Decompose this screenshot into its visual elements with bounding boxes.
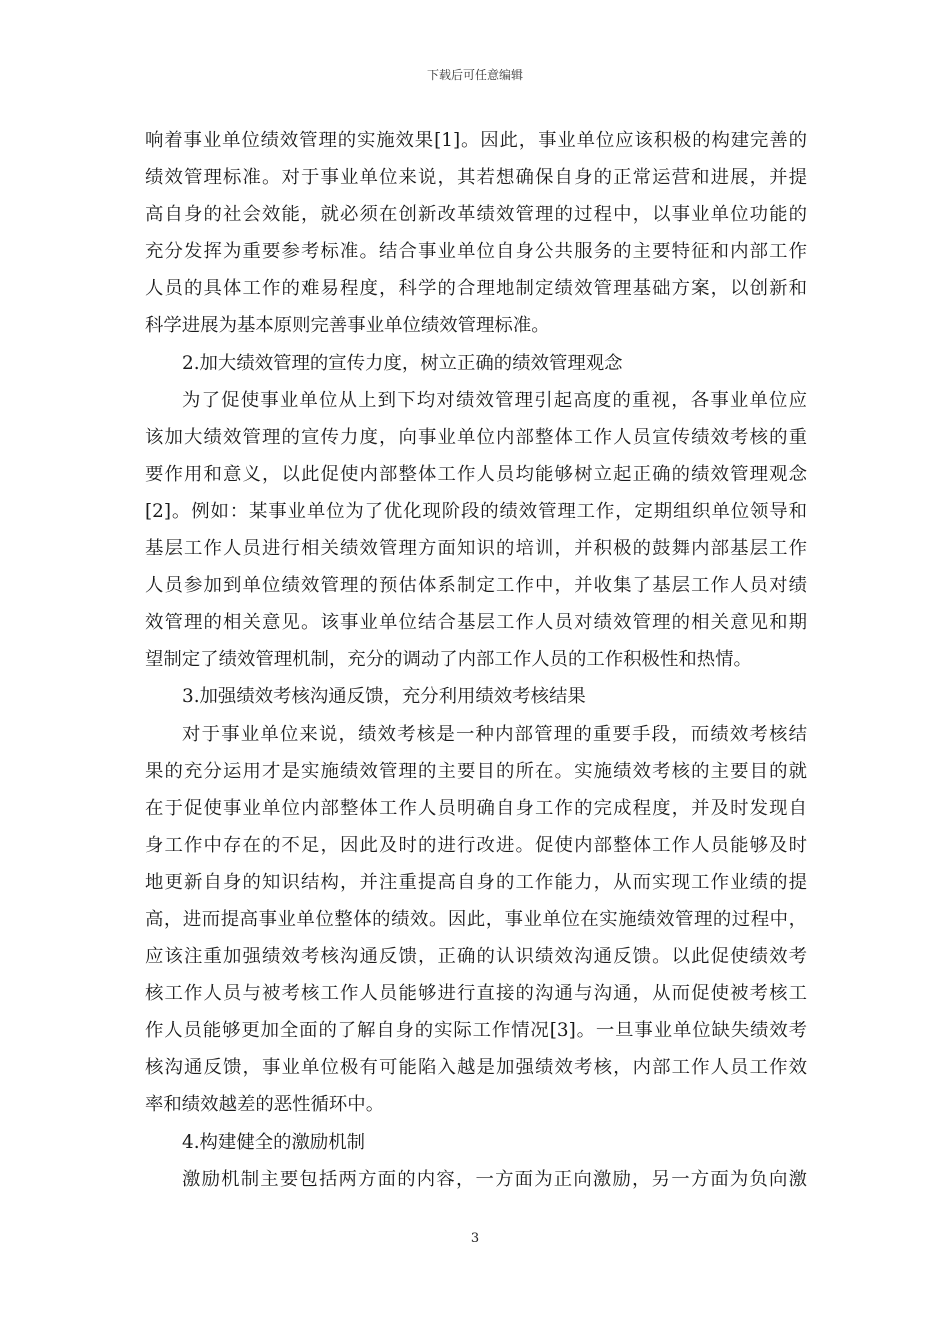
paragraph-line: 核沟通反馈，事业单位极有可能陷入越是加强绩效考核，内部工作人员工作效 bbox=[145, 1057, 807, 1079]
paragraph-line: 激励机制主要包括两方面的内容，一方面为正向激励，另一方面为负向激 bbox=[182, 1168, 807, 1190]
paragraph-line: 身工作中存在的不足，因此及时的进行改进。促使内部整体工作人员能够及时 bbox=[145, 834, 807, 856]
section-heading: 3.加强绩效考核沟通反馈，充分利用绩效考核结果 bbox=[182, 686, 586, 708]
paragraph-line: 基层工作人员进行相关绩效管理方面知识的培训，并积极的鼓舞内部基层工作 bbox=[145, 538, 807, 560]
paragraph-line: 应该注重加强绩效考核沟通反馈，正确的认识绩效沟通反馈。以此促使绩效考 bbox=[145, 946, 807, 968]
paragraph-line: 响着事业单位绩效管理的实施效果[1]。因此，事业单位应该积极的构建完善的 bbox=[145, 130, 807, 151]
paragraph-line: 人员的具体工作的难易程度，科学的合理地制定绩效管理基础方案，以创新和 bbox=[145, 278, 807, 300]
paragraph-line: 地更新自身的知识结构，并注重提高自身的工作能力，从而实现工作业绩的提 bbox=[145, 871, 807, 893]
paragraph-line: 效管理的相关意见。该事业单位结合基层工作人员对绩效管理的相关意见和期 bbox=[145, 612, 807, 634]
paragraph-line: [2]。例如：某事业单位为了优化现阶段的绩效管理工作，定期组织单位领导和 bbox=[145, 500, 807, 522]
paragraph-line: 果的充分运用才是实施绩效管理的主要目的所在。实施绩效考核的主要目的就 bbox=[145, 760, 807, 782]
paragraph-line: 人员参加到单位绩效管理的预估体系制定工作中，并收集了基层工作人员对绩 bbox=[145, 575, 807, 597]
paragraph-line: 率和绩效越差的恶性循环中。 bbox=[145, 1094, 385, 1116]
paragraph-line: 充分发挥为重要参考标准。结合事业单位自身公共服务的主要特征和内部工作 bbox=[145, 241, 807, 263]
paragraph-line: 高，进而提高事业单位整体的绩效。因此，事业单位在实施绩效管理的过程中， bbox=[145, 908, 807, 930]
paragraph-line: 为了促使事业单位从上到下均对绩效管理引起高度的重视，各事业单位应 bbox=[182, 389, 807, 411]
paragraph-line: 科学进展为基本原则完善事业单位绩效管理标准。 bbox=[145, 315, 550, 337]
paragraph-line: 核工作人员与被考核工作人员能够进行直接的沟通与沟通，从而促使被考核工 bbox=[145, 983, 807, 1005]
paragraph-line: 要作用和意义，以此促使内部整体工作人员均能够树立起正确的绩效管理观念 bbox=[145, 463, 807, 485]
paragraph-line: 作人员能够更加全面的了解自身的实际工作情况[3]。一旦事业单位缺失绩效考 bbox=[145, 1020, 807, 1042]
paragraph-line: 在于促使事业单位内部整体工作人员明确自身工作的完成程度，并及时发现自 bbox=[145, 797, 807, 819]
paragraph-line: 望制定了绩效管理机制，充分的调动了内部工作人员的工作积极性和热情。 bbox=[145, 649, 752, 671]
document-body bbox=[145, 122, 807, 1198]
paragraph-line: 对于事业单位来说，绩效考核是一种内部管理的重要手段，而绩效考核结 bbox=[182, 723, 807, 745]
paragraph-line: 高自身的社会效能，就必须在创新改革绩效管理的过程中，以事业单位功能的 bbox=[145, 204, 807, 226]
paragraph-line: 绩效管理标准。对于事业单位来说，其若想确保自身的正常运营和进展，并提 bbox=[145, 167, 807, 189]
page-number: 3 bbox=[470, 1231, 480, 1246]
section-heading: 4.构建健全的激励机制 bbox=[182, 1131, 366, 1153]
page-header-note: 下载后可任意编辑 bbox=[426, 68, 523, 82]
paragraph-line: 该加大绩效管理的宣传力度，向事业单位内部整体工作人员宣传绩效考核的重 bbox=[145, 426, 807, 448]
section-heading: 2.加大绩效管理的宣传力度，树立正确的绩效管理观念 bbox=[182, 352, 623, 374]
